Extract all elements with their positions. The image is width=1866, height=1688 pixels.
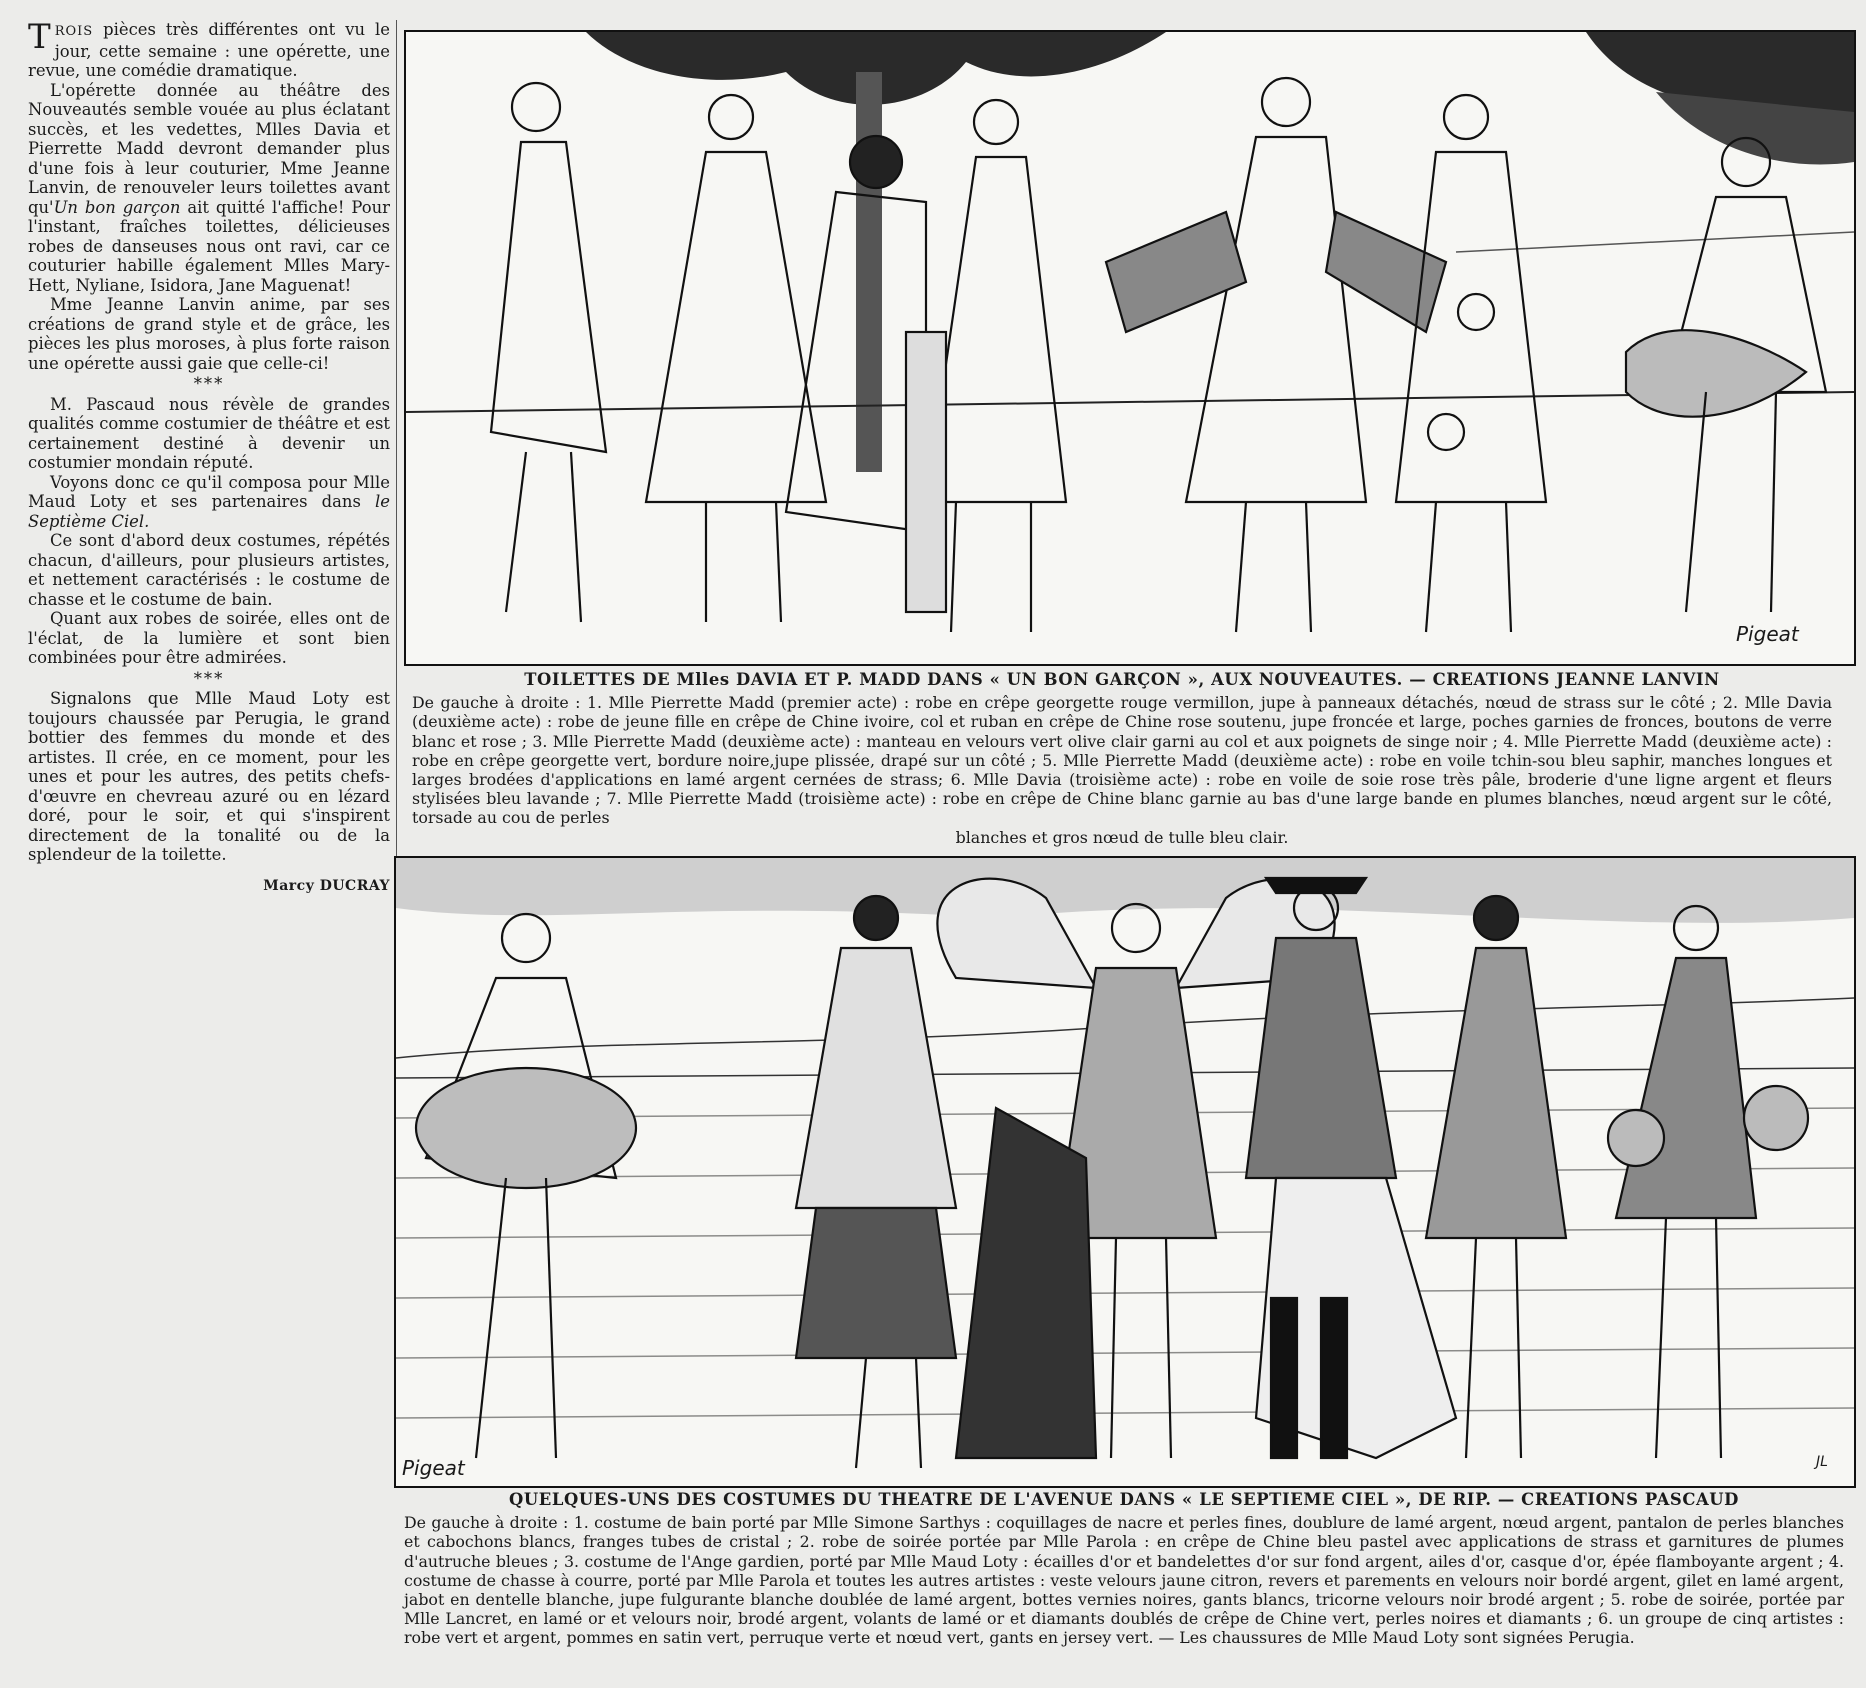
article-paragraph: M. Pascaud nous révèle de grandes qualités comme costumier de théâtre et est certainement destiné à devenir un costumier mondain réputé.	[28, 394, 390, 472]
column-rule	[396, 20, 397, 950]
caption-body: De gauche à droite : 1. Mlle Pierrette Madd (premier acte) : robe en crêpe georgette rouge vermillon, jupe à panneaux détachés, nœud de strass sur le côté ; 2. Mlle Davia (deuxième acte) : robe de jeune fille en crêpe de Chine ivoire, col et ruban en crêpe de Chine rose soutenu, jupe froncée et large, poches garnies de fronces, boutons de verre blanc et rose ; 3. Mlle Pierrette Madd (deuxième acte) : manteau en velours vert olive clair garni au col et aux poignets de singe noir ; 4. Mlle Pierrette Madd (deuxième acte) : robe en crêpe georgette vert, bordure noire,jupe plissée, drapé sur un côté ; 5. Mlle Pierrette Madd (deuxième acte) : robe en voile tchin-sou bleu saphir, manches longues et larges brodées d'applications en lamé argent cernées de strass; 6. Mlle Davia (troisième acte) : robe en voile de soie rose très pâle, broderie d'une ligne argent et fleurs stylisées bleu lavande ; 7. Mlle Pierrette Madd (troisième acte) : robe en crêpe de Chine blanc garnie au bas d'une large bande en plumes blanches, nœud argent sur le côté, torsade au cou de perles	[412, 693, 1832, 828]
fashion-illustration-top	[404, 30, 1856, 666]
section-separator: ***	[193, 668, 225, 688]
play-title: Un bon garçon	[53, 197, 181, 217]
article-column	[28, 17, 390, 896]
caption-body: De gauche à droite : 1. costume de bain porté par Mlle Simone Sarthys : coquillages de nacre et perles fines, doublure de lamé argent, nœud argent, pantalon de perles blanches et cabochons blancs, franges tubes de cristal ; 2. robe de soirée portée par Mlle Parola : en crêpe de Chine bleu pastel avec applications de strass et garnitures de plumes d'autruche bleues ; 3. costume de l'Ange gardien, porté par Mlle Maud Loty : écailles d'or et bandelettes d'or sur fond argent, ailes d'or, casque d'or, épée flamboyante argent ; 4. costume de chasse à courre, porté par Mlle Parola et toutes les autres artistes : veste velours jaune citron, revers et parements en velours noir bordé argent, gilet en lamé argent, jabot en dentelle blanche, jupe fulgurante blanche doublée de lamé argent, bottes vernies noires, gants blancs, tricorne velours noir brodé argent ; 5. robe de soirée, portée par Mlle Lancret, en lamé or et velours noir, brodé argent, volants de lamé or et diamants doublés de crêpe de Chine vert, perles noires et diamants ; 6. un groupe de cinq artistes : robe vert et argent, pommes en satin vert, perruque verte et nœud vert, gants en jersey vert. — Les chaussures de Mlle Maud Loty sont signées Perugia.	[404, 1513, 1844, 1648]
play-title: le Septième Ciel.	[28, 492, 390, 531]
author-byline: Marcy DUCRAY	[263, 877, 390, 894]
paragraph-text: pièces très différentes ont vu le jour, cette semaine : une opérette, une revue, une comédie dramatique.	[28, 20, 390, 80]
paragraph-text: Voyons donc ce qu'il composa pour Mlle Maud Loty et ses partenaires dans	[28, 472, 390, 511]
article-paragraph	[28, 17, 390, 81]
paragraph-text: L'opérette donnée au théâtre des Nouveautés semble vouée au plus éclatant succès, et les vedettes, Mlles Davia et Pierrette Madd devront demander plus d'une fois à leur couturier, Mme Jeanne Lanvin, de renouveler leurs toilettes avant qu'	[28, 80, 390, 217]
caption-body-last-line: blanches et gros nœud de tulle bleu clair.	[955, 827, 1289, 847]
section-separator: ***	[193, 374, 225, 393]
caption-title: QUELQUES-UNS DES COSTUMES DU THEATRE DE L'AVENUE DANS « LE SEPTIEME CIEL », DE RIP. — CREATIONS PASCAUD	[509, 1490, 1739, 1509]
small-caps-lead: ROIS	[54, 24, 94, 39]
artist-signature: Pigeat	[1736, 622, 1799, 646]
caption-title: TOILETTES DE Mlles DAVIA ET P. MADD DANS « UN BON GARÇON », AUX NOUVEAUTES. — CREATIONS JEANNE LANVIN	[524, 670, 1720, 689]
article-paragraph: Ce sont d'abord deux costumes, répétés chacun, d'ailleurs, pour plusieurs artistes, et nettement caractérisés : le costume de chasse et le costume de bain.	[28, 531, 390, 609]
sketch-drawing	[406, 32, 1854, 664]
artist-monogram: JL	[1816, 1454, 1828, 1470]
article-paragraph: Signalons que Mlle Maud Loty est toujours chaussée par Perugia, le grand bottier des femmes du monde et des artistes. Il crée, en ce moment, pour les unes et pour les autres, des petits chefs-d'œuvre en chevreau azuré ou en lézard doré, pour le soir, et qui s'inspirent directement de la tonalité ou de la splendeur de la toilette.	[28, 689, 390, 864]
fashion-illustration-bottom	[394, 856, 1856, 1488]
caption-top	[412, 670, 1832, 847]
article-paragraph	[28, 81, 390, 296]
article-paragraph	[28, 473, 390, 532]
article-paragraph: Mme Jeanne Lanvin anime, par ses créations de grand style et de grâce, les pièces les plus moroses, à plus forte raison une opérette aussi gaie que celle-ci!	[28, 295, 390, 373]
article-paragraph: Quant aux robes de soirée, elles ont de l'éclat, de la lumière et sont bien combinées pour être admirées.	[28, 609, 390, 667]
sketch-drawing	[396, 858, 1854, 1486]
caption-bottom	[404, 1490, 1844, 1648]
paragraph-text: ait quitté l'affiche! Pour l'instant, fraîches toilettes, délicieuses robes de danseuses nous ont ravi, car ce couturier habille également Mlles Mary-Hett, Nyliane, Isidora, Jane Maguenat!	[28, 197, 390, 295]
drop-cap: T	[28, 17, 51, 57]
artist-signature: Pigeat	[402, 1456, 465, 1480]
